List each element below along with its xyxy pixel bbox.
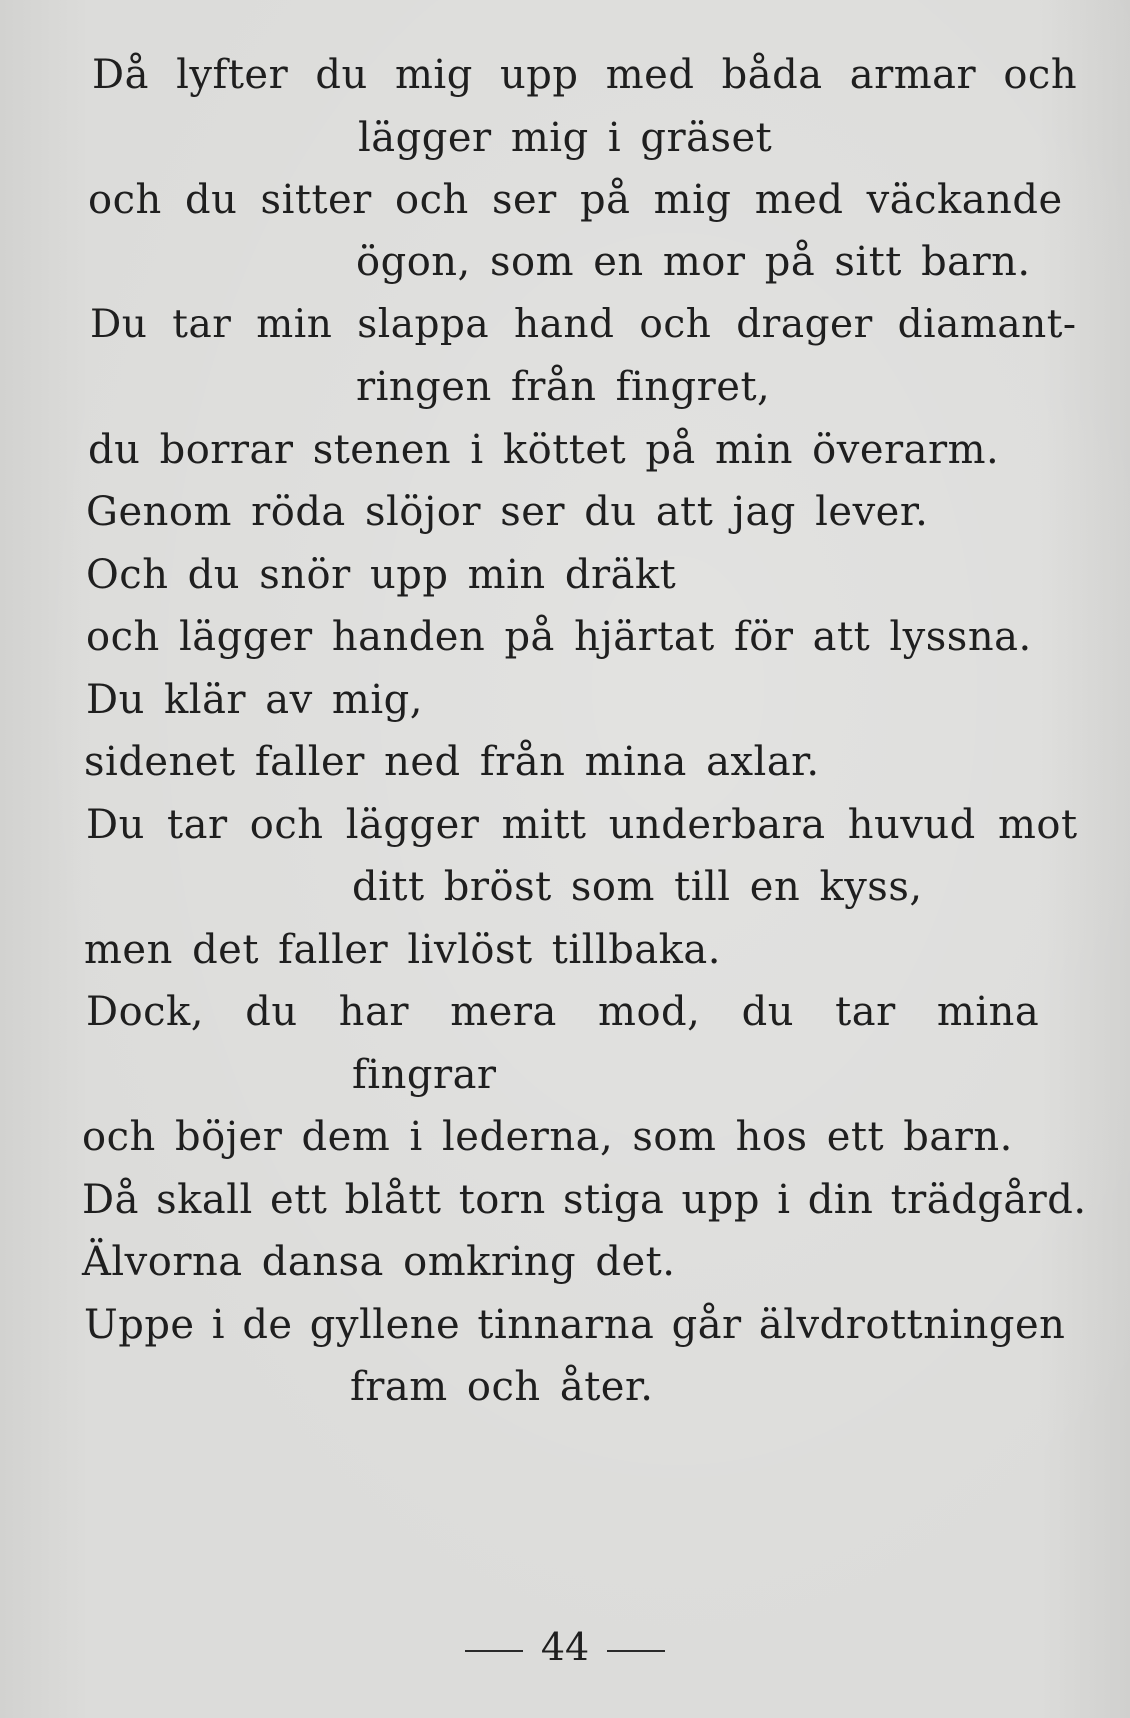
poem-line: Och du snör upp min dräkt — [86, 552, 677, 598]
poem-line: ditt bröst som till en kyss, — [352, 864, 923, 910]
poem-line: Då skall ett blått torn stiga upp i din trädgård. — [82, 1177, 1087, 1223]
poem-line: och böjer dem i lederna, som hos ett barn. — [82, 1114, 1013, 1160]
poem-line: och lägger handen på hjärtat för att lyssna. — [86, 614, 1032, 660]
poem-line: Uppe i de gyllene tinnarna går älvdrottningen — [84, 1302, 1066, 1348]
dash-right — [607, 1650, 665, 1652]
poem-line: men det faller livlöst tillbaka. — [84, 927, 721, 973]
poem-line: sidenet faller ned från mina axlar. — [84, 739, 820, 785]
poem-line: och du sitter och ser på mig med väckande — [88, 177, 1063, 223]
page-number-value: 44 — [540, 1625, 590, 1669]
poem-line: fram och åter. — [350, 1364, 654, 1410]
poem-line: Då lyfter du mig upp med båda armar och — [92, 52, 1078, 98]
poem-line: fingrar — [352, 1052, 497, 1098]
poem-line: Du tar min slappa hand och drager diamant- — [90, 302, 1077, 347]
dash-left — [465, 1650, 523, 1652]
poem-line: Genom röda slöjor ser du att jag lever. — [86, 489, 929, 535]
poem-line: ringen från fingret, — [356, 364, 771, 410]
poem-line: Du klär av mig, — [86, 677, 423, 723]
page-number — [0, 1625, 1130, 1669]
poem-line: Älvorna dansa omkring det. — [82, 1239, 676, 1285]
poem-line: ögon, som en mor på sitt barn. — [356, 239, 1031, 285]
poem-line: Dock, du har mera mod, du tar mina — [86, 989, 1040, 1035]
poem-line: Du tar och lägger mitt underbara huvud mot — [86, 802, 1078, 848]
poem-line: du borrar stenen i köttet på min överarm. — [88, 427, 1000, 473]
poem-line: lägger mig i gräset — [358, 115, 773, 161]
